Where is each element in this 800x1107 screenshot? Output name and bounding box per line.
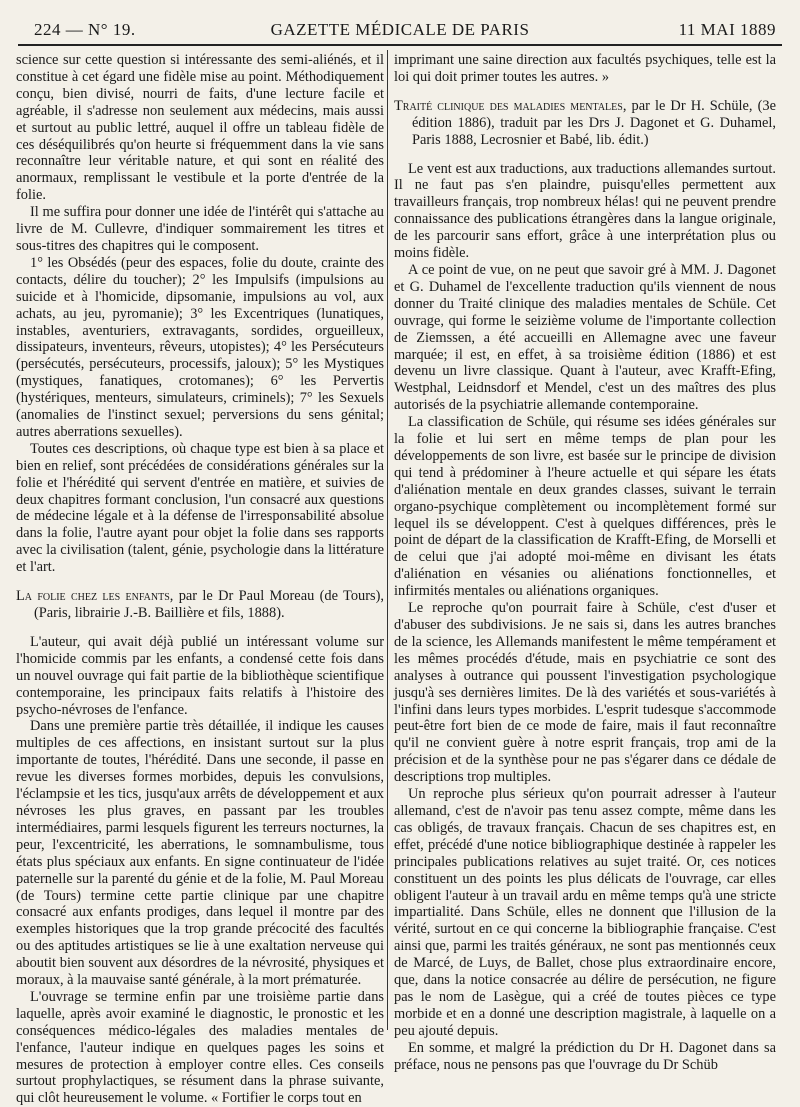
book-author: , par le Dr H. Schüle,	[622, 97, 753, 114]
paragraph: Le vent est aux traductions, aux traductions allemandes surtout. Il ne faut pas s'en plaindre, puisqu'elles permettent aux travailleurs français, trop nombreux hélas! qui ne peuvent prendre connaissance des publications étrangères dans la langue originale, de les parcourir sans effort, grâce à une interprétation plus ou moins fidèle.	[394, 160, 776, 262]
page-number: 224 — N° 19.	[34, 20, 136, 39]
paragraph: La classification de Schüle, qui résume ses idées générales sur la folie et lui sert en même temps de plan pour les développements de son livre, est basée sur le principe de division qui tend à prédominer à l'heure actuelle et qui sépare les états d'aliénation mentale en deux grandes classes, suivant le terrain organo-psychique complètement ou incomplètement formé sur lequel ils se développent. C'est à quelques différences, près le point de départ de la classification de Krafft-Efing, de Morselli et de celui que j'ai adopté moi-même en divisant les états d'aliénation en vésanies ou aliénations fonctionnelles, et infirmités mentales ou aliénations organiques.	[394, 414, 776, 600]
book-author: , par le Dr Paul Moreau (de Tours),	[169, 588, 384, 605]
column-divider	[387, 50, 388, 1030]
left-column	[16, 52, 384, 1107]
journal-title: GAZETTE MÉDICALE DE PARIS	[270, 20, 530, 39]
book-publisher: (3e édition 1886), traduit par les Drs J. Dagonet et G. Duhamel, Paris 1888, Lecrosnier et Babé, lib. édit.)	[412, 97, 776, 148]
paragraph: Il me suffira pour donner une idée de l'intérêt qui s'attache au livre de M. Cullevre, d'indiquer sommairement les titres et sous-titres des chapitres qui le composent.	[16, 204, 384, 254]
paragraph: 1° les Obsédés (peur des espaces, folie du doute, crainte des contacts, délire du toucher); 2° les Impulsifs (impulsions au suicide et à l'homicide, dipsomanie, impulsions au vol, aux achats, au jeu, pyromanie); 3° les Excentriques (lunatiques, instables, aventuriers, extravagants, sordides, orgueilleux, dissipateurs, inventeurs, rêveurs, utopistes); 4° les Persécuteurs (persécutés, persécuteurs, processifs, jaloux); 5° les Mystiques (mystiques, fanatiques, crotomanes); 6° les Pervertis (hystériques, menteurs, simulateurs, criminels); 7° les Sexuels (anomalies de l'instinct sexuel; perversions du sens génital; autres aberrations sexuelles).	[16, 254, 384, 440]
book-title: La folie chez les enfants	[16, 588, 170, 605]
paragraph: A ce point de vue, on ne peut que savoir gré à MM. J. Dagonet et G. Duhamel de l'excellente traduction qu'ils viennent de nous donner du Traité clinique des maladies mentales de Schüle. Cet ouvrage, qui forme le seizième volume de l'importante collection de Ziemssen, a été accueilli en Allemagne avec une faveur marquée; il est, en effet, à sa troisième édition (1886) et est devenu un livre classique. Quant à l'auteur, avec Krafft-Efing, Westphal, Leidnsdorf et Mendel, c'est un des maîtres des plus autorisés de la psychiatrie allemande contemporaine.	[394, 261, 776, 414]
issue-date: 11 MAI 1889	[678, 20, 776, 39]
paragraph: Un reproche plus sérieux qu'on pourrait adresser à l'auteur allemand, c'est de n'avoir pas tenu assez compte, même dans les cas obligés, de travaux français. Chacun de ses chapitres est, en effet, précédé d'une notice bibliographique destinée à rappeler les principales publications relatives au sujet traité. Or, ces notices constituent un des points les plus délicats de l'ouvrage, car elles obligent l'auteur à un travail ardu en même temps qu'à une stricte impartialité. Dans Schüle, elles ne donnent que l'illusion de la vérité, surtout en ce qui concerne la bibliographie française. C'est ainsi que, parmi les traités généraux, ne sont pas mentionnés ceux de Marcé, de Luys, de Ballet, chose plus extraordinaire encore, que, dans la notice consacrée au délire de persécution, ne figure pas le nom de Lasègue, qui a créé de toutes pièces ce type morbide et en a donné une description magistrale, à laquelle on a peu ajouté depuis.	[394, 786, 776, 1039]
header-rule	[18, 44, 782, 46]
book-citation	[394, 98, 776, 149]
book-citation	[16, 588, 384, 622]
page-header	[20, 12, 780, 42]
paragraph: L'auteur, qui avait déjà publié un intéressant volume sur l'homicide commis par les enfants, a condensé cette fois dans un nouvel ouvrage qui fait partie de la bibliothèque scientifique contemporaine, les principaux faits relatifs à l'histoire des psycho-névroses de l'enfance.	[16, 633, 384, 718]
right-column	[394, 52, 776, 1073]
paragraph: L'ouvrage se termine enfin par une troisième partie dans laquelle, après avoir examiné le diagnostic, le pronostic et les conséquences médico-légales des maladies mentales de l'enfance, l'auteur indique en quelques pages les soins et mesures de protection à employer contre elles. Ces conseils surtout prophylactiques, se résument dans la phrase suivante, qui clôt heureusement le volume. « Fortifier le corps tout en	[16, 988, 384, 1107]
paragraph: science sur cette question si intéressante des semi-aliénés, et il constitue à cet égard une fidèle mise au point. Méthodiquement conçu, bien divisé, nourri de faits, d'une lecture facile et agréable, il s'adresse non seulement aux médecins, mais aussi et surtout au public lettré, auquel il offre un tableau fidèle de ces déséquilibrés qu'on heurte si fréquemment dans la vie sans reconnaître leur véritable nature, et qui sont en réalité des anormaux, remplissant le vestibule et la porte d'entrée de la folie.	[16, 52, 384, 204]
book-title: Traité clinique des maladies mentales	[394, 97, 623, 114]
paragraph: Le reproche qu'on pourrait faire à Schüle, c'est d'user et d'abuser des subdivisions. Je ne sais si, dans les autres branches de la science, les Allemands manifestent le même tempérament et les mêmes procédés d'étude, mais en psychiatrie ce sont des analyses à outrance qui poussent l'investigation psychologique jusqu'à ses dernières limites. De là des variétés et sous-variétés à l'infini dans leurs types morbides. L'esprit tudesque s'accommode peut-être fort bien de ce mode de faire, mais il faut reconnaître qu'il ne convient guère à notre esprit français, trop ami de la précision et de la synthèse pour ne pas s'égarer dans ce dédale de descriptions trop multiples.	[394, 600, 776, 786]
paragraph: Toutes ces descriptions, où chaque type est bien à sa place et bien en relief, sont précédées de considérations générales sur la folie et l'hérédité qui servent d'entrée en matière, et suivies de deux chapitres formant conclusion, l'un consacré aux questions de médecine légale et à la défense de l'irresponsabilité absolue dans la folie, l'autre ayant pour objet la folie dans ses rapports avec la civilisation (talent, génie, psychologie dans la littérature et l'art.	[16, 440, 384, 576]
book-publisher: (Paris, librairie J.-B. Baillière et fils, 1888).	[34, 605, 285, 621]
paragraph: imprimant une saine direction aux facultés psychiques, telle est la loi qui doit primer toutes les autres. »	[394, 52, 776, 85]
paragraph: En somme, et malgré la prédiction du Dr H. Dagonet dans sa préface, nous ne pensons pas que l'ouvrage du Dr Schüb	[394, 1039, 776, 1073]
paragraph: Dans une première partie très détaillée, il indique les causes multiples de ces affections, en insistant surtout sur la plus importante de toutes, l'hérédité. Dans une seconde, il passe en revue les diverses formes morbides, depuis les convulsions, l'éclampsie et les tics, jusqu'aux arrêts de développement et aux névroses les plus graves, en passant par les troubles intermédiaires, parmi lesquels figurent les terreurs nocturnes, la peur, l'excentricité, les aberrations, le somnambulisme, tous états plus spéciaux aux enfants. En signe continuateur de l'idée paternelle sur la parenté du génie et de la folie, M. Paul Moreau (de Tours) termine cette partie clinique par une chapitre consacré aux enfants prodiges, dans lequel il montre par des exemples historiques que la trop grande précocité des facultés ou des aptitudes artistiques se lie à une exaltation nerveuse qui aboutit bien souvent aux désordres de la névrosité, physiques et moraux, à la mauvaise santé générale, à la mort prématurée.	[16, 718, 384, 989]
